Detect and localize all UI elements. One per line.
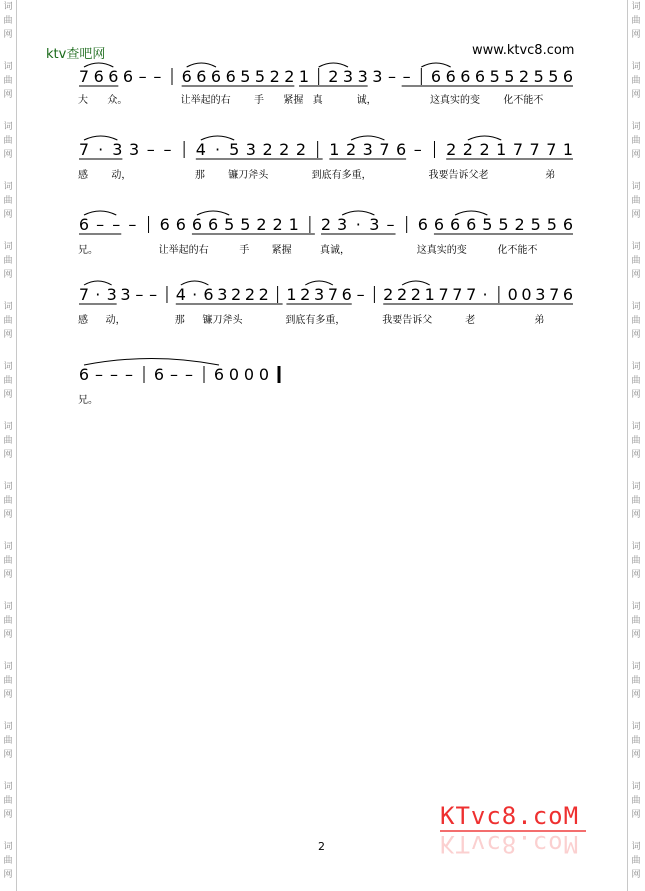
score-note: 7 [546,140,557,159]
score-note: 1 [298,67,310,86]
sustain-dash: – [135,285,144,304]
score-note: 3 [128,140,140,159]
score-note: 6 [562,285,574,304]
watermark-char: 曲 [3,496,13,506]
sustain-dash: – [163,140,172,159]
score-note: 7 [379,140,390,159]
watermark-char: 网 [631,630,641,640]
score-note: 1 [286,285,297,304]
score-note: 3 [372,67,383,86]
score-note: 6 [460,67,471,86]
watermark-char: 网 [3,450,13,460]
score-note: 5 [240,67,251,86]
sustain-dash: – [125,365,133,384]
site-url-right: www.ktvc8.com [472,43,575,58]
watermark-char: 曲 [631,376,641,386]
score-note: 3 [362,140,373,159]
score-note: 7 [78,285,90,304]
watermark-char: 词 [3,362,13,372]
sustain-dash: – [138,67,147,86]
score-note: 6 [225,67,236,86]
score-note: 6 [93,67,104,86]
watermark-char: 网 [3,390,13,400]
watermark-char: 网 [3,510,13,520]
score-note: · [98,140,104,159]
score-note: 2 [345,140,357,159]
score-note: 0 [243,365,255,384]
watermark-char: 网 [631,150,641,160]
watermark-char: 曲 [3,676,13,686]
lyric-text: 这真实的变 [416,245,467,256]
watermark-char: 词 [631,122,641,132]
score-note: 7 [452,285,463,304]
sustain-dash: – [185,365,193,384]
site-name-left: ktv查吧网 [46,47,106,62]
watermark-char: 词 [3,602,13,612]
score-note: 2 [462,140,473,159]
lyric-text: 让举起的右 [158,245,209,256]
watermark-char: 曲 [631,16,641,26]
watermark-char: 网 [3,270,13,280]
sustain-dash: – [110,365,118,384]
watermark-char: 网 [631,570,641,580]
lyric-text: 手 [239,245,250,256]
watermark-char: 曲 [3,256,13,266]
score-note: 5 [240,215,251,234]
lyric-text: 镰刀斧头 [202,315,243,326]
score-note: 6 [153,365,165,384]
score-note: 6 [203,285,214,304]
watermark-char: 词 [3,542,13,552]
sustain-dash: – [128,215,137,234]
lyric-text: 动， [111,170,132,181]
watermark-char: 网 [3,750,13,760]
score-note: 4 [175,285,186,304]
score-note: 6 [108,67,119,86]
score-note: 2 [328,67,339,86]
score-note: 5 [229,140,240,159]
watermark-char: 曲 [631,796,641,806]
ktvc8-logo [440,802,590,862]
watermark-char: 网 [631,450,641,460]
watermark-char: 词 [631,482,641,492]
score-note: 6 [433,215,445,234]
watermark-char: 词 [3,242,13,252]
watermark-char: 词 [631,362,641,372]
score-note: 6 [445,67,456,86]
score-note: 7 [78,140,90,159]
watermark-char: 词 [3,782,13,792]
score-note: 6 [341,285,352,304]
score-note: · [192,285,198,304]
score-note: 1 [329,140,340,159]
lyric-text: 那 [194,170,205,181]
lyric-text: 到底有多重， [285,315,346,326]
watermark-char: 网 [3,810,13,820]
watermark-char: 曲 [3,136,13,146]
watermark-char: 词 [631,722,641,732]
sustain-dash: – [388,67,396,86]
watermark-char: 网 [3,150,13,160]
lyric-text: 紧握 [283,95,304,106]
watermark-char: 网 [3,690,13,700]
watermark-char: 网 [631,750,641,760]
score-note: · [355,215,361,234]
score-note: 6 [78,215,90,234]
lyric-text: 这真实的变 [430,95,480,106]
lyric-text: 化不能不 [497,245,538,256]
page-number: 2 [318,840,325,853]
score-note: 3 [535,285,546,304]
sustain-dash: – [149,285,158,304]
watermark-char: 网 [631,90,641,100]
score-note: 2 [514,215,525,234]
score-note: 2 [256,215,267,234]
score-note: 6 [181,67,192,86]
lyric-text: 感 [78,170,88,181]
score-note: 5 [548,67,559,86]
score-note: 6 [466,215,477,234]
watermark-char: 词 [631,662,641,672]
lyric-text: 到底有多重， [311,170,372,181]
watermark-char: 曲 [631,676,641,686]
watermark-char: 曲 [631,856,641,866]
lyric-text: 大 [78,95,88,106]
score-note: 2 [244,285,256,304]
score-note: 3 [357,67,368,86]
watermark-char: 词 [631,242,641,252]
watermark-char: 词 [3,482,13,492]
score-note: 6 [396,140,407,159]
score-note: 2 [279,140,290,159]
watermark-char: 词 [631,2,641,12]
watermark-char: 曲 [3,736,13,746]
watermark-char: 曲 [3,616,13,626]
watermark-char: 曲 [631,256,641,266]
lyric-text: 动， [105,315,126,326]
logo-reflection: KTvc8.coM [440,830,580,858]
lyric-text: 真 [312,95,323,106]
lyric-text: 弟 [534,315,545,326]
score-note: · [214,140,221,159]
score-note: 2 [269,67,280,86]
score-note: 2 [320,215,332,234]
score-note: 6 [159,215,170,234]
logo-text: KTvc8.coM [440,802,580,830]
score-note: 6 [417,215,428,234]
score-note: 7 [529,140,540,159]
score-note: 5 [254,67,266,86]
score-note: 7 [466,285,477,304]
score-note: 2 [272,215,283,234]
sustain-dash: – [96,215,105,234]
score-note: 1 [496,140,507,159]
watermark-char: 网 [3,870,13,880]
lyric-text: 真诚， [320,245,350,256]
score-note: 3 [342,67,354,86]
watermark-char: 曲 [3,196,13,206]
score-note: 2 [300,285,311,304]
watermark-char: 词 [631,842,641,852]
score-note: 6 [213,365,225,384]
lyric-text: 感 [78,315,88,326]
score-note: 4 [195,140,206,159]
score-note: 5 [530,215,541,234]
score-note: 2 [258,285,269,304]
score-note: 5 [224,215,235,234]
score-note: 6 [449,215,461,234]
score-note: 5 [546,215,557,234]
score-note: 3 [337,215,348,234]
watermark-char: 网 [631,390,641,400]
score-note: 5 [489,67,500,86]
score-note: 6 [196,67,207,86]
lyric-text: 我要告诉父老 [428,170,489,181]
score-note: 3 [112,140,123,159]
score-note: 2 [295,140,307,159]
watermark-char: 曲 [631,736,641,746]
score-note: 7 [512,140,524,159]
watermark-char: 网 [3,210,13,220]
watermark-char: 曲 [3,856,13,866]
score-note: 0 [521,285,532,304]
watermark-char: 网 [3,630,13,640]
watermark-char: 网 [3,570,13,580]
watermark-char: 网 [3,330,13,340]
watermark-char: 词 [3,662,13,672]
watermark-char: 词 [631,302,641,312]
score-note: 2 [446,140,457,159]
watermark-char: 词 [3,122,13,132]
lyric-text: 弟 [545,170,556,181]
lyric-text: 镰刀斧头 [228,170,269,181]
sustain-dash: – [112,215,121,234]
score-note: 3 [245,140,256,159]
watermark-char: 曲 [3,796,13,806]
score-note: 3 [313,285,325,304]
watermark-char: 词 [631,62,641,72]
sustain-dash: – [386,215,395,234]
watermark-char: 词 [631,182,641,192]
lyric-text: 那 [174,315,185,326]
lyric-text: 紧握 [271,245,292,256]
score-note: 3 [106,285,117,304]
watermark-char: 词 [3,182,13,192]
score-note: 2 [231,285,242,304]
score-note: 2 [410,285,421,304]
watermark-char: 曲 [3,316,13,326]
watermark-char: 词 [3,62,13,72]
score-note: 2 [383,285,394,304]
watermark-char: 网 [631,510,641,520]
watermark-char: 曲 [3,556,13,566]
watermark-char: 曲 [3,76,13,86]
score-note: 7 [78,67,90,86]
score-note: 6 [562,67,574,86]
score-note: 3 [217,285,228,304]
sustain-dash: – [170,365,178,384]
sustain-dash: – [413,140,422,159]
watermark-char: 曲 [631,436,641,446]
watermark-char: 网 [631,870,641,880]
lyric-text: 手 [254,95,264,106]
score-note: 0 [228,365,240,384]
score-note: 6 [210,67,222,86]
watermark-char: 曲 [3,16,13,26]
score-note: 7 [327,285,339,304]
score-note: 1 [562,140,574,159]
watermark-char: 网 [631,690,641,700]
lyric-text: 我要告诉父 [382,315,433,326]
watermark-char: 词 [631,602,641,612]
watermark-char: 曲 [3,376,13,386]
watermark-char: 曲 [631,196,641,206]
watermark-char: 词 [3,422,13,432]
score-note: · [95,285,101,304]
score-note: 5 [504,67,515,86]
watermark-char: 词 [3,722,13,732]
watermark-char: 网 [3,90,13,100]
score-note: 6 [474,67,486,86]
watermark-char: 曲 [631,316,641,326]
score-note: 2 [518,67,530,86]
watermark-char: 词 [631,782,641,792]
lyric-text: 兄。 [78,245,98,256]
score-note: 7 [549,285,560,304]
score-note: 6 [78,365,90,384]
score-note: 6 [207,215,219,234]
watermark-char: 曲 [631,616,641,626]
watermark-char: 词 [3,2,13,12]
sustain-dash: – [146,140,155,159]
score-note: 6 [122,67,134,86]
watermark-char: 曲 [3,436,13,446]
lyric-text: 让举起的右 [180,95,231,106]
score-note: · [482,285,488,304]
score-note: 6 [175,215,186,234]
watermark-char: 曲 [631,136,641,146]
watermark-char: 曲 [631,496,641,506]
score-note: 3 [369,215,380,234]
score-note: 2 [284,67,295,86]
score-note: 0 [507,285,518,304]
score-note: 2 [396,285,408,304]
watermark-char: 网 [631,30,641,40]
sustain-dash: – [153,67,162,86]
watermark-char: 曲 [631,76,641,86]
score-note: 2 [262,140,273,159]
watermark-char: 词 [3,302,13,312]
watermark-char: 曲 [631,556,641,566]
score-note: 6 [191,215,203,234]
watermark-char: 词 [631,542,641,552]
score-note: 7 [438,285,449,304]
score-note: 6 [562,215,574,234]
score-note: 3 [120,285,131,304]
tie-arc [84,359,219,366]
watermark-char: 网 [631,270,641,280]
watermark-char: 词 [631,422,641,432]
watermark-char: 网 [631,210,641,220]
score-note: 1 [288,215,299,234]
sustain-dash: – [95,365,103,384]
watermark-char: 词 [3,842,13,852]
watermark-char: 网 [3,30,13,40]
score-note: 6 [430,67,442,86]
lyric-text: 众。 [107,95,128,106]
watermark-char: 网 [631,330,641,340]
sustain-dash: – [402,67,411,86]
lyric-text: 老 [465,315,476,326]
score-note: 5 [482,215,493,234]
sustain-dash: – [356,285,365,304]
lyric-text: 兄。 [78,395,98,406]
lyric-text: 诚， [356,95,377,106]
score-note: 5 [498,215,509,234]
score-note: 2 [479,140,490,159]
score-note: 1 [424,285,435,304]
lyric-text: 化不能不 [503,95,544,106]
score-note: 5 [533,67,544,86]
score-note: 0 [258,365,270,384]
watermark-char: 网 [631,810,641,820]
